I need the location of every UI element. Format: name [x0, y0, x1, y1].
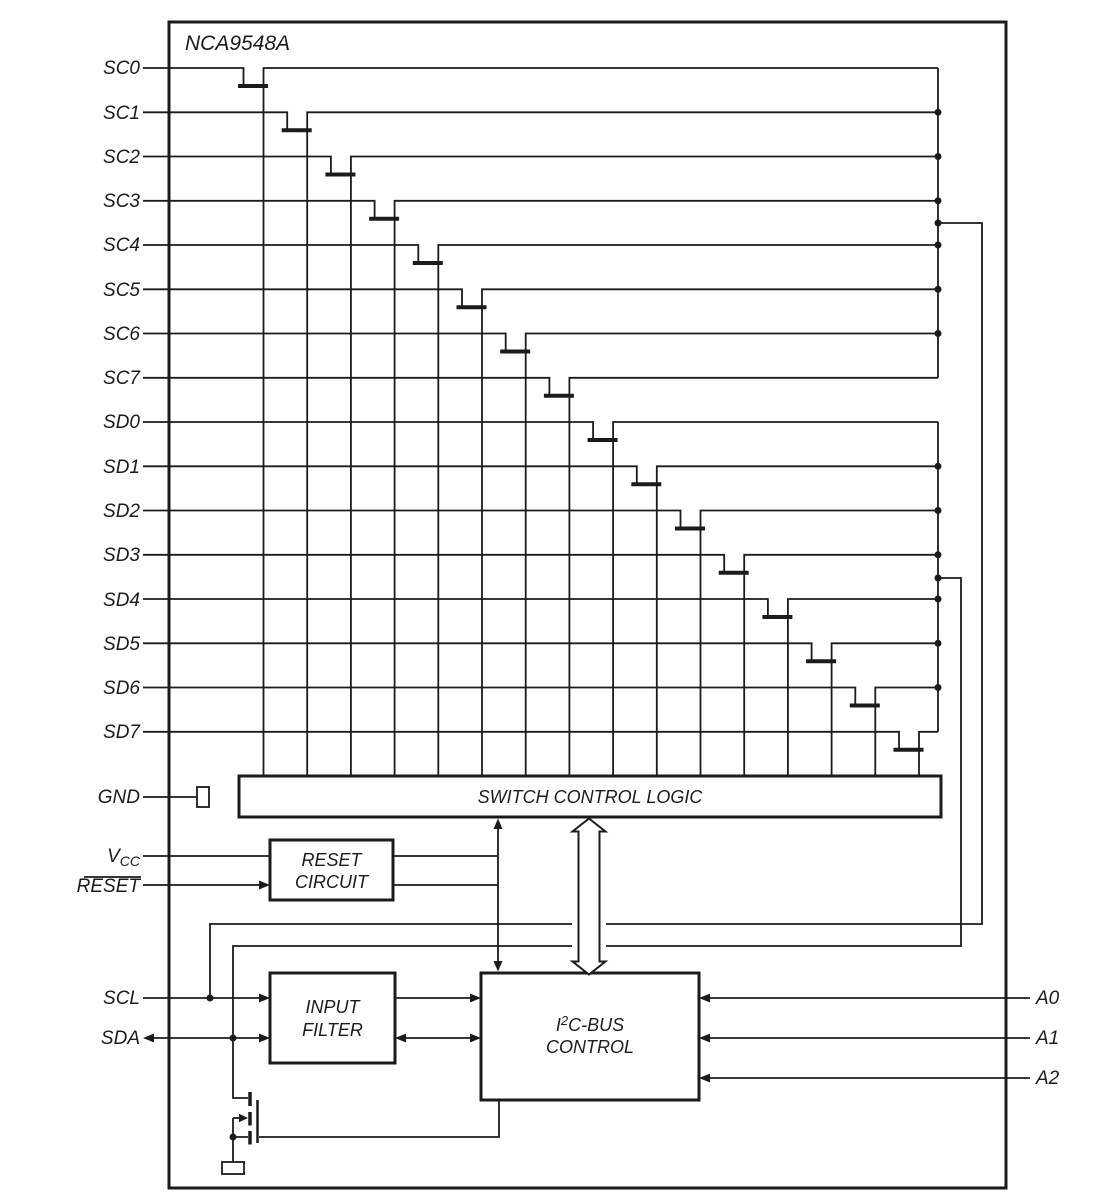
pin-label-a1: A1	[1036, 1028, 1060, 1049]
pin-label-a0: A0	[1036, 988, 1060, 1009]
pin-label-sc7: SC7	[103, 368, 140, 389]
pin-label-sc1: SC1	[103, 103, 140, 124]
bidirectional-arrow-icon	[572, 819, 606, 975]
pin-label-sd3: SD3	[103, 545, 140, 566]
pin-label-sd5: SD5	[103, 634, 140, 655]
pin-label-sc5: SC5	[103, 280, 140, 301]
pin-label-sd1: SD1	[103, 457, 140, 478]
switch-control-logic-label: SWITCH CONTROL LOGIC	[477, 787, 703, 807]
reset-circuit-label-1: RESET	[301, 850, 362, 870]
pin-label-sc2: SC2	[103, 147, 140, 168]
sda-out-arrow-icon	[143, 1034, 154, 1043]
pin-label-sd6: SD6	[103, 678, 140, 699]
pin-label-sc3: SC3	[103, 191, 140, 212]
input-filter-label-1: INPUT	[305, 997, 360, 1017]
pin-label-sc4: SC4	[103, 235, 140, 256]
pin-label-a2: A2	[1036, 1068, 1060, 1089]
right-pin-labels	[1035, 988, 1060, 1089]
pin-label-reset: RESET	[76, 876, 140, 897]
reset-circuit-block	[270, 840, 393, 900]
input-filter-block	[270, 973, 395, 1063]
pin-label-sd7: SD7	[103, 722, 140, 743]
pin-label-sd2: SD2	[103, 501, 140, 522]
chip-title: NCA9548A	[185, 32, 291, 55]
input-filter-label-2: FILTER	[302, 1020, 363, 1040]
pin-label-sd4: SD4	[103, 590, 140, 611]
pin-label-sc6: SC6	[103, 324, 140, 345]
i2c-bus-control-block	[481, 973, 699, 1100]
pin-label-vcc: $V_{CC}$	[107, 846, 140, 869]
switch-control-logic-block	[239, 776, 941, 817]
pin-label-scl: SCL	[103, 988, 140, 1009]
pin-label-sda: SDA	[100, 1028, 140, 1049]
pin-label-sd0: SD0	[103, 412, 140, 433]
left-pin-labels	[77, 58, 142, 1049]
i2c-control-label-1: $I^2C$-BUS	[555, 1013, 625, 1035]
i2c-control-label-2: CONTROL	[545, 1037, 635, 1057]
pin-label-gnd: GND	[97, 787, 140, 808]
reset-circuit-label-2: CIRCUIT	[295, 872, 368, 892]
pin-label-sc0: SC0	[103, 58, 140, 79]
